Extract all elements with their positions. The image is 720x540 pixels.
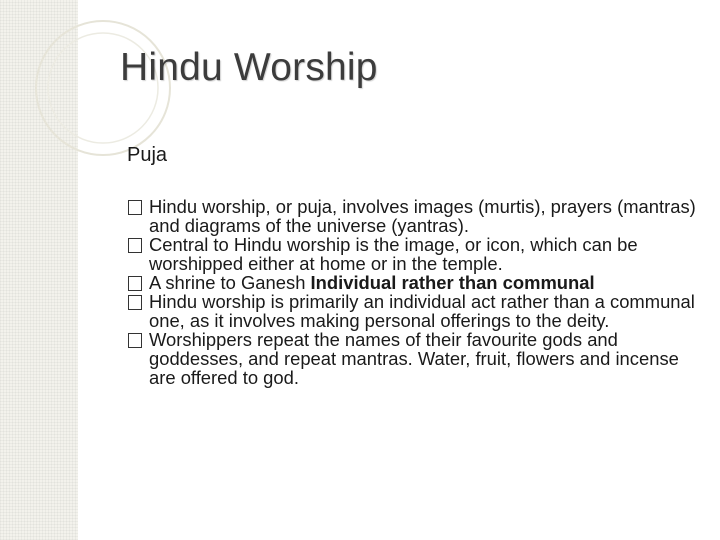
slide-subheading: Puja (127, 144, 168, 166)
bullet-text: Hindu worship, or puja, involves images (murtis), prayers (mantras) and diagrams of the universe (yantras). (149, 196, 696, 236)
bullet-item (128, 330, 708, 387)
bullet-item (128, 292, 708, 330)
bullet-text: Worshippers repeat the names of their favourite gods and goddesses, and repeat mantras. Water, fruit, flowers and incense are offered to god. (149, 329, 679, 388)
bullet-bold-text: Individual rather than communal (310, 272, 595, 293)
bullet-marker-icon (128, 295, 142, 310)
bullet-marker-icon (128, 333, 142, 348)
bullet-list (128, 197, 708, 387)
bullet-text: Hindu worship is primarily an individual act rather than a communal one, as it involves making personal offerings to the deity. (149, 291, 695, 331)
bullet-item (128, 273, 708, 292)
bullet-marker-icon (128, 238, 142, 253)
decorative-rings (0, 0, 200, 200)
bullet-text: A shrine to Ganesh (149, 272, 311, 293)
bullet-item (128, 235, 708, 273)
bullet-item (128, 197, 708, 235)
bullet-marker-icon (128, 200, 142, 215)
bullet-marker-icon (128, 276, 142, 291)
bullet-text: Central to Hindu worship is the image, or icon, which can be worshipped either at home or in the temple. (149, 234, 638, 274)
slide-title: Hindu Worship (120, 46, 378, 89)
